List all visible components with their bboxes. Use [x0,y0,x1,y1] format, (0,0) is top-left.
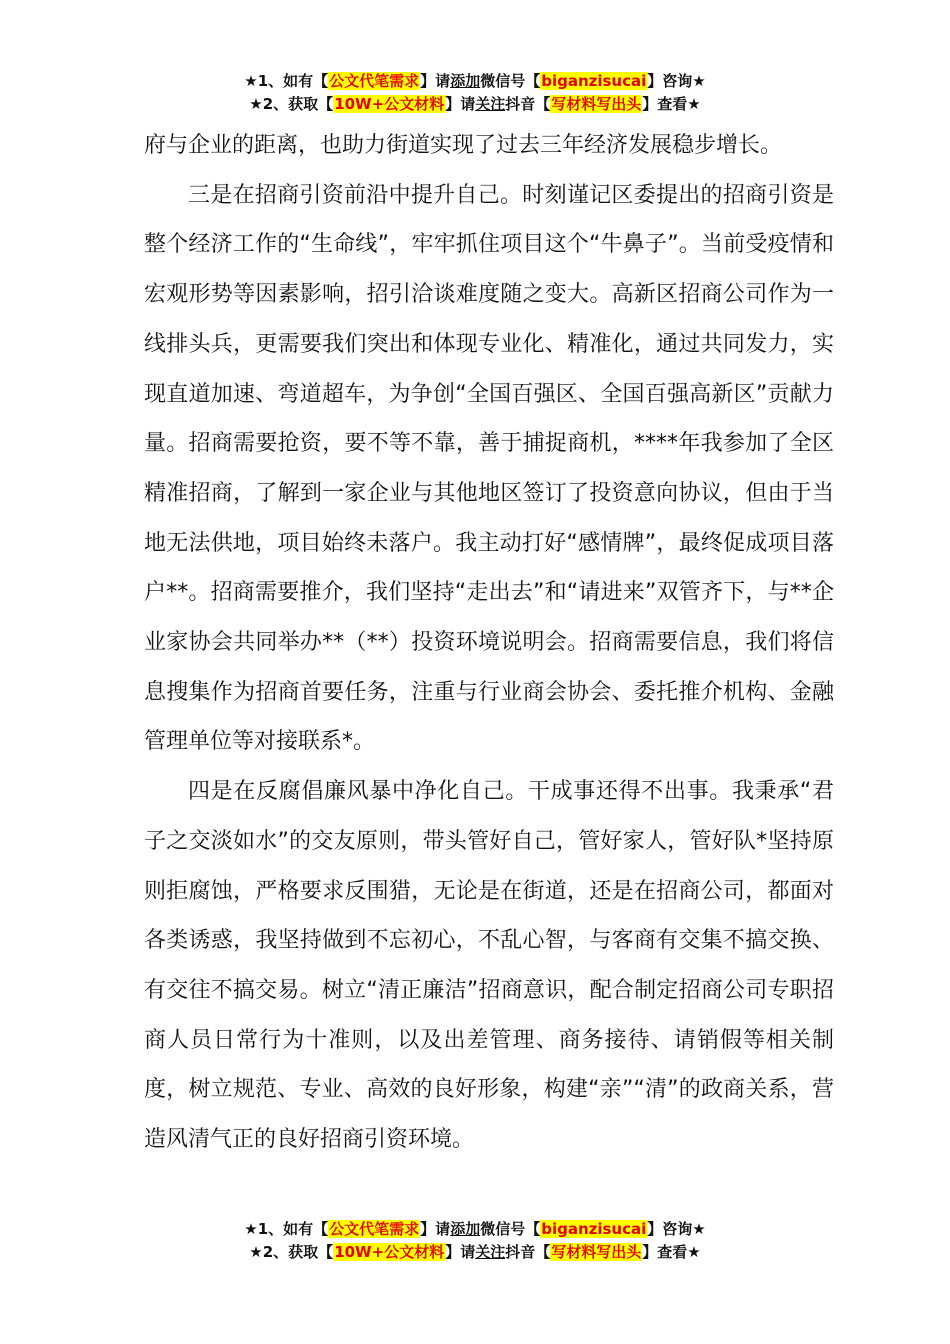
banner-text: ★2、获取【 [249,1243,334,1261]
banner-line-2 [0,1241,950,1264]
banner-text: 抖音【 [505,1243,551,1261]
paragraph-investment: 三是在招商引资前沿中提升自己。时刻谨记区委提出的招商引资是整个经济工作的“生命线”，牢牢抓住项目这个“牛鼻子”。当前受疫情和宏观形势等因素影响，招引洽谈难度随之变大。高新区招商公司作为一线排头兵，更需要我们突出和体现专业化、精准化，通过共同发力，实现直道加速、弯道超车，为争创“全国百强区、全国百强高新区”贡献力量。招商需要抢资，要不等不靠，善于捕捉商机，****年我参加了全区精准招商，了解到一家企业与其他地区签订了投资意向协议，但由于当地无法供地，项目始终未落户。我主动打好“感情牌”，最终促成项目落户**。招商需要推介，我们坚持“走出去”和“请进来”双管齐下，与**企业家协会共同举办**（**）投资环境说明会。招商需要信息，我们将信息搜集作为招商首要任务，注重与行业商会协会、委托推介机构、金融管理单位等对接联系*。 [144,182,834,755]
paragraph-continuation: 府与企业的距离，也助力街道实现了过去三年经济发展稳步增长。 [144,133,783,158]
banner-underline: 添加 [450,72,481,90]
banner-underline: 关注 [475,1243,506,1261]
banner-text: ★1、如有【 [244,72,329,90]
banner-line-2 [0,93,950,116]
banner-underline: 关注 [475,95,506,113]
banner-text: 】请 [445,1243,476,1261]
banner-highlight: 写材料写出头 [551,1243,642,1261]
banner-highlight: biganzisucai [541,1220,647,1238]
banner-text: 】请 [445,95,476,113]
banner-highlight: 公文代笔需求 [329,72,420,90]
banner-highlight: 10W+公文材料 [334,1243,445,1261]
banner-text: 抖音【 [505,95,551,113]
banner-text: 】请 [420,72,451,90]
document-body [144,121,834,1165]
banner-text: 】咨询★ [647,72,706,90]
banner-highlight: 10W+公文材料 [334,95,445,113]
banner-text: 】请 [420,1220,451,1238]
banner-highlight: 公文代笔需求 [329,1220,420,1238]
banner-highlight: biganzisucai [541,72,647,90]
banner-line-1 [0,1218,950,1241]
paragraph-anticorruption: 四是在反腐倡廉风暴中净化自己。干成事还得不出事。我秉承“君子之交淡如水”的交友原则，带头管好自己，管好家人，管好队*坚持原则拒腐蚀，严格要求反围猎，无论是在街道，还是在招商公司，都面对各类诱惑，我坚持做到不忘初心，不乱心智，与客商有交集不搞交换、有交往不搞交易。树立“清正廉洁”招商意识，配合制定招商公司专职招商人员日常行为十准则，以及出差管理、商务接待、请销假等相关制度，树立规范、专业、高效的良好形象，构建“亲”“清”的政商关系，营造风清气正的良好招商引资环境。 [144,779,834,1153]
banner-text: ★2、获取【 [249,95,334,113]
banner-highlight: 写材料写出头 [551,95,642,113]
banner-text: 微信号【 [480,72,541,90]
footer-banner [0,1218,950,1264]
header-banner [0,70,950,116]
banner-text: 微信号【 [480,1220,541,1238]
banner-line-1 [0,70,950,93]
banner-underline: 添加 [450,1220,481,1238]
banner-text: 】查看★ [642,1243,701,1261]
banner-text: 】咨询★ [647,1220,706,1238]
banner-text: 】查看★ [642,95,701,113]
banner-text: ★1、如有【 [244,1220,329,1238]
